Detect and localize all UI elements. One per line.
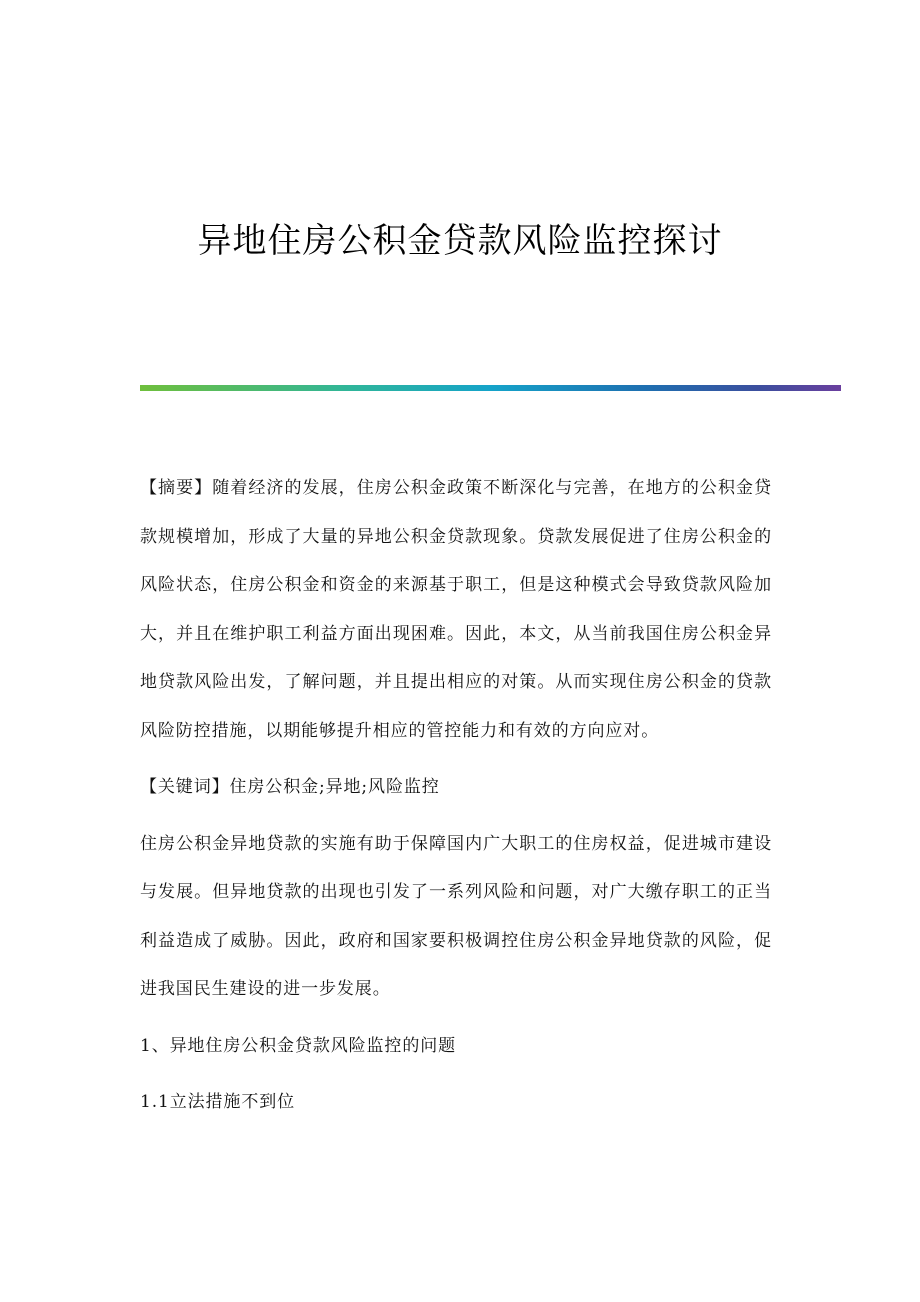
intro-paragraph: 住房公积金异地贷款的实施有助于保障国内广大职工的住房权益，促进城市建设与发展。但异地贷款的出现也引发了一系列风险和问题，对广大缴存职工的正当利益造成了威胁。因此，政府和国家要积极调控住房公积金异地贷款的风险，促进我国民生建设的进一步发展。: [140, 833, 772, 999]
section-heading-1: 1、异地住房公积金贷款风险监控的问题: [140, 1035, 457, 1056]
document-body: [140, 464, 772, 1127]
spacer: [140, 755, 772, 763]
spacer: [140, 1014, 772, 1022]
spacer: [140, 812, 772, 820]
section-heading-1-1: 1.1立法措施不到位: [140, 1092, 296, 1112]
document-title: 异地住房公积金贷款风险监控探讨: [197, 221, 723, 261]
gradient-divider: [140, 385, 841, 391]
keywords-paragraph: 【关键词】住房公积金;异地;风险监控: [140, 777, 440, 797]
spacer: [140, 1070, 772, 1078]
abstract-paragraph: 【摘要】随着经济的发展，住房公积金政策不断深化与完善，在地方的公积金贷款规模增加，形成了大量的异地公积金贷款现象。贷款发展促进了住房公积金的风险状态，住房公积金和资金的来源基于职工，但是这种模式会导致贷款风险加大，并且在维护职工利益方面出现困难。因此，本文，从当前我国住房公积金异地贷款风险出发，了解问题，并且提出相应的对策。从而实现住房公积金的贷款风险防控措施，以期能够提升相应的管控能力和有效的方向应对。: [140, 478, 772, 741]
